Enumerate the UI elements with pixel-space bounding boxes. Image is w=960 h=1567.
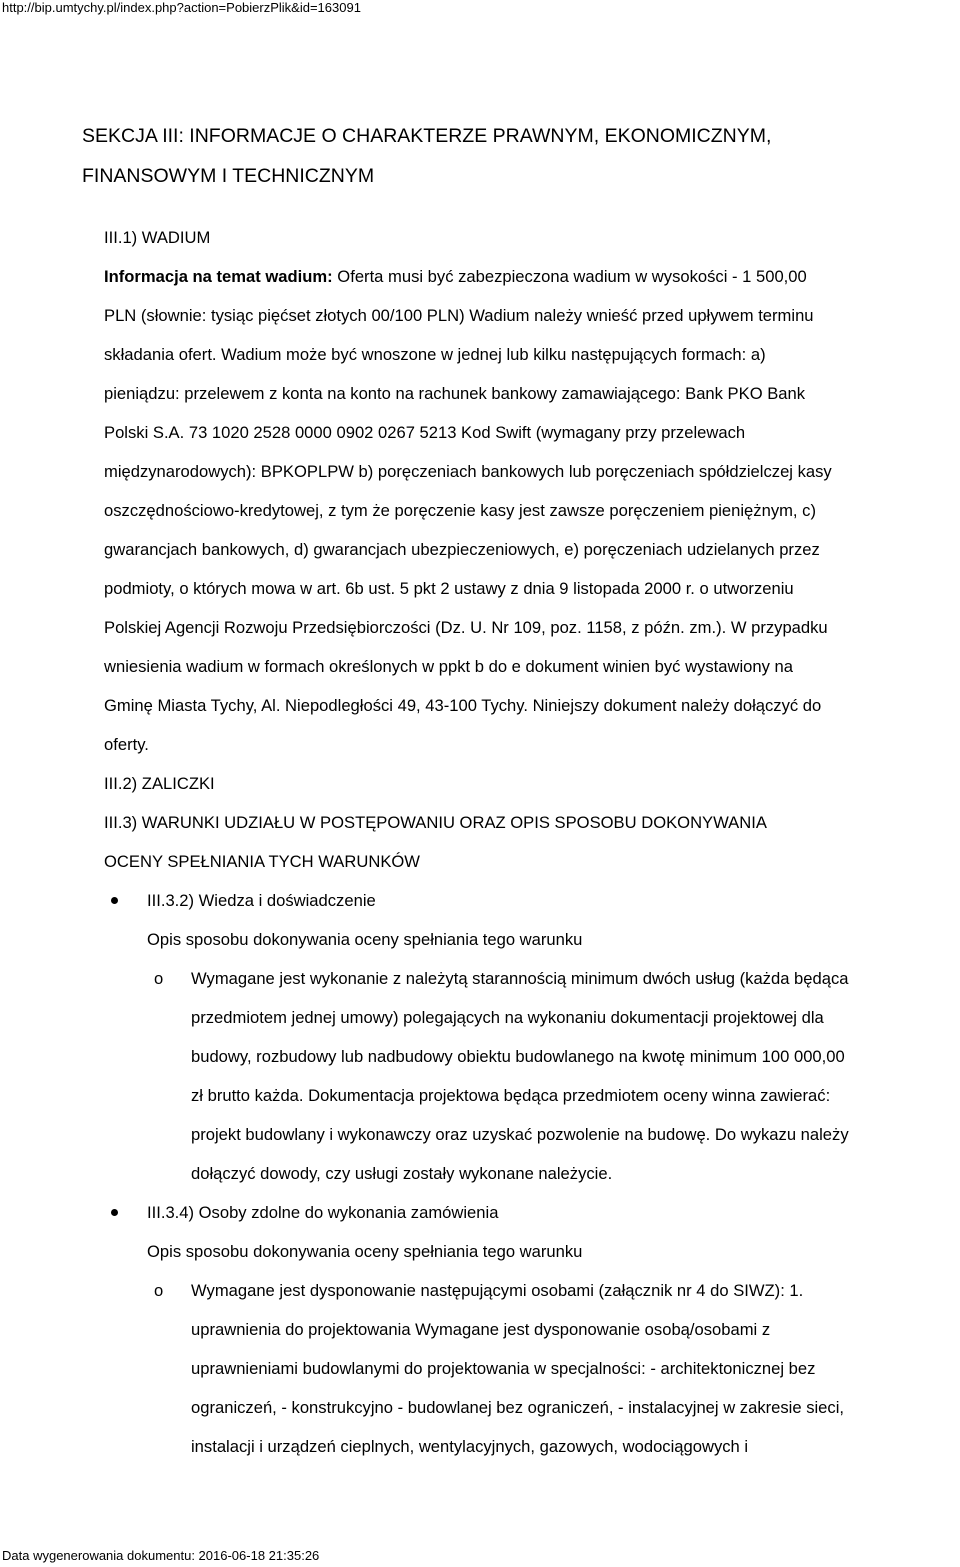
wadium-label: Informacja na temat wadium: <box>104 267 333 286</box>
paragraph-line: oferty. <box>104 735 149 754</box>
wadium-heading: III.1) WADIUM <box>104 228 211 247</box>
sub-list-line: zł brutto każda. Dokumentacja projektowa będąca przedmiotem oceny winna zawierać: <box>191 1086 831 1105</box>
sub-list-line: ograniczeń, - konstrukcyjno - budowlanej bez ograniczeń, - instalacyjnej w zakresie sieci, <box>191 1398 844 1417</box>
sub-list-line: Wymagane jest wykonanie z należytą starannością minimum dwóch usług (każda będąca <box>191 969 849 988</box>
paragraph-line: Gminę Miasta Tychy, Al. Niepodległości 49, 43-100 Tychy. Niniejszy dokument należy dołączyć do <box>104 696 822 715</box>
paragraph-line: gwarancjach bankowych, d) gwarancjach ubezpieczeniowych, e) poręczeniach udzielanych przez <box>104 540 820 559</box>
sub-list-line: Wymagane jest dysponowanie następującymi osobami (załącznik nr 4 do SIWZ): 1. <box>191 1281 804 1300</box>
warunki-heading-line: OCENY SPEŁNIANIA TYCH WARUNKÓW <box>104 852 420 871</box>
condition-item <box>104 881 960 1193</box>
section-title <box>82 116 942 196</box>
sub-list-line: dołączyć dowody, czy usługi zostały wykonane należycie. <box>191 1164 613 1183</box>
condition-sub-list <box>104 959 960 1193</box>
condition-sub-list <box>104 1271 960 1466</box>
document-body <box>104 218 960 1466</box>
condition-heading-text: III.3.2) Wiedza i doświadczenie <box>147 891 376 910</box>
condition-heading-text: III.3.4) Osoby zdolne do wykonania zamówienia <box>147 1203 499 1222</box>
circle-bullet-icon: o <box>154 969 164 988</box>
section-title-line: FINANSOWYM I TECHNICZNYM <box>82 165 375 187</box>
paragraph-line: podmioty, o których mowa w art. 6b ust. 5 pkt 2 ustawy z dnia 9 listopada 2000 r. o utworzeniu <box>104 579 794 598</box>
warunki-heading-line: III.3) WARUNKI UDZIAŁU W POSTĘPOWANIU ORAZ OPIS SPOSOBU DOKONYWANIA <box>104 813 767 832</box>
paragraph-line: oszczędnościowo-kredytowej, z tym że poręczenie kasy jest zawsze poręczeniem pieniężnym, c) <box>104 501 816 520</box>
condition-subheading: Opis sposobu dokonywania oceny spełniania tego warunku <box>147 930 583 949</box>
sub-list-line: budowy, rozbudowy lub nadbudowy obiektu budowlanego na kwotę minimum 100 000,00 <box>191 1047 845 1066</box>
paragraph-line: pieniądzu: przelewem z konta na konto na rachunek bankowy zamawiającego: Bank PKO Bank <box>104 384 806 403</box>
paragraph-line: PLN (słownie: tysiąc pięćset złotych 00/100 PLN) Wadium należy wnieść przed upływem terminu <box>104 306 814 325</box>
circle-bullet-icon: o <box>154 1281 164 1300</box>
zaliczki-heading: III.2) ZALICZKI <box>104 774 215 793</box>
wadium-first-line-text: Oferta musi być zabezpieczona wadium w wysokości - 1 500,00 <box>332 267 807 286</box>
condition-subheading: Opis sposobu dokonywania oceny spełniania tego warunku <box>147 1242 583 1261</box>
paragraph-line: składania ofert. Wadium może być wnoszone w jednej lub kilku następujących formach: a) <box>104 345 766 364</box>
sub-list-line: projekt budowlany i wykonawczy oraz uzyskać pozwolenie na budowę. Do wykazu należy <box>191 1125 849 1144</box>
wadium-paragraph <box>104 296 960 764</box>
sub-list-line: instalacji i urządzeń cieplnych, wentylacyjnych, gazowych, wodociągowych i <box>191 1437 749 1456</box>
bullet-dot-icon <box>111 1209 118 1216</box>
sub-list-line: przedmiotem jednej umowy) polegających na wykonaniu dokumentacji projektowej dla <box>191 1008 824 1027</box>
paragraph-line: wniesienia wadium w formach określonych w ppkt b do e dokument winien być wystawiony na <box>104 657 793 676</box>
sub-list-line: uprawnienia do projektowania Wymagane jest dysponowanie osobą/osobami z <box>191 1320 771 1339</box>
sub-list-line: uprawnieniami budowlanymi do projektowania w specjalności: - architektonicznej bez <box>191 1359 816 1378</box>
condition-item <box>104 1193 960 1466</box>
section-title-line: SEKCJA III: INFORMACJE O CHARAKTERZE PRAWNYM, EKONOMICZNYM, <box>82 125 772 147</box>
warunki-heading <box>104 803 960 881</box>
paragraph-line: międzynarodowych): BPKOPLPW b) poręczeniach bankowych lub poręczeniach spółdzielczej kasy <box>104 462 832 481</box>
header-url: http://bip.umtychy.pl/index.php?action=PobierzPlik&id=163091 <box>2 0 361 15</box>
condition-heading <box>104 881 960 920</box>
wadium-first-line <box>104 257 960 296</box>
condition-heading <box>104 1193 960 1232</box>
generation-date-footer: Data wygenerowania dokumentu: 2016-06-18 21:35:26 <box>2 1548 320 1563</box>
bullet-dot-icon <box>111 897 118 904</box>
paragraph-line: Polskiej Agencji Rozwoju Przedsiębiorczości (Dz. U. Nr 109, poz. 1158, z późn. zm.). W przypadku <box>104 618 828 637</box>
paragraph-line: Polski S.A. 73 1020 2528 0000 0902 0267 5213 Kod Swift (wymagany przy przelewach <box>104 423 746 442</box>
